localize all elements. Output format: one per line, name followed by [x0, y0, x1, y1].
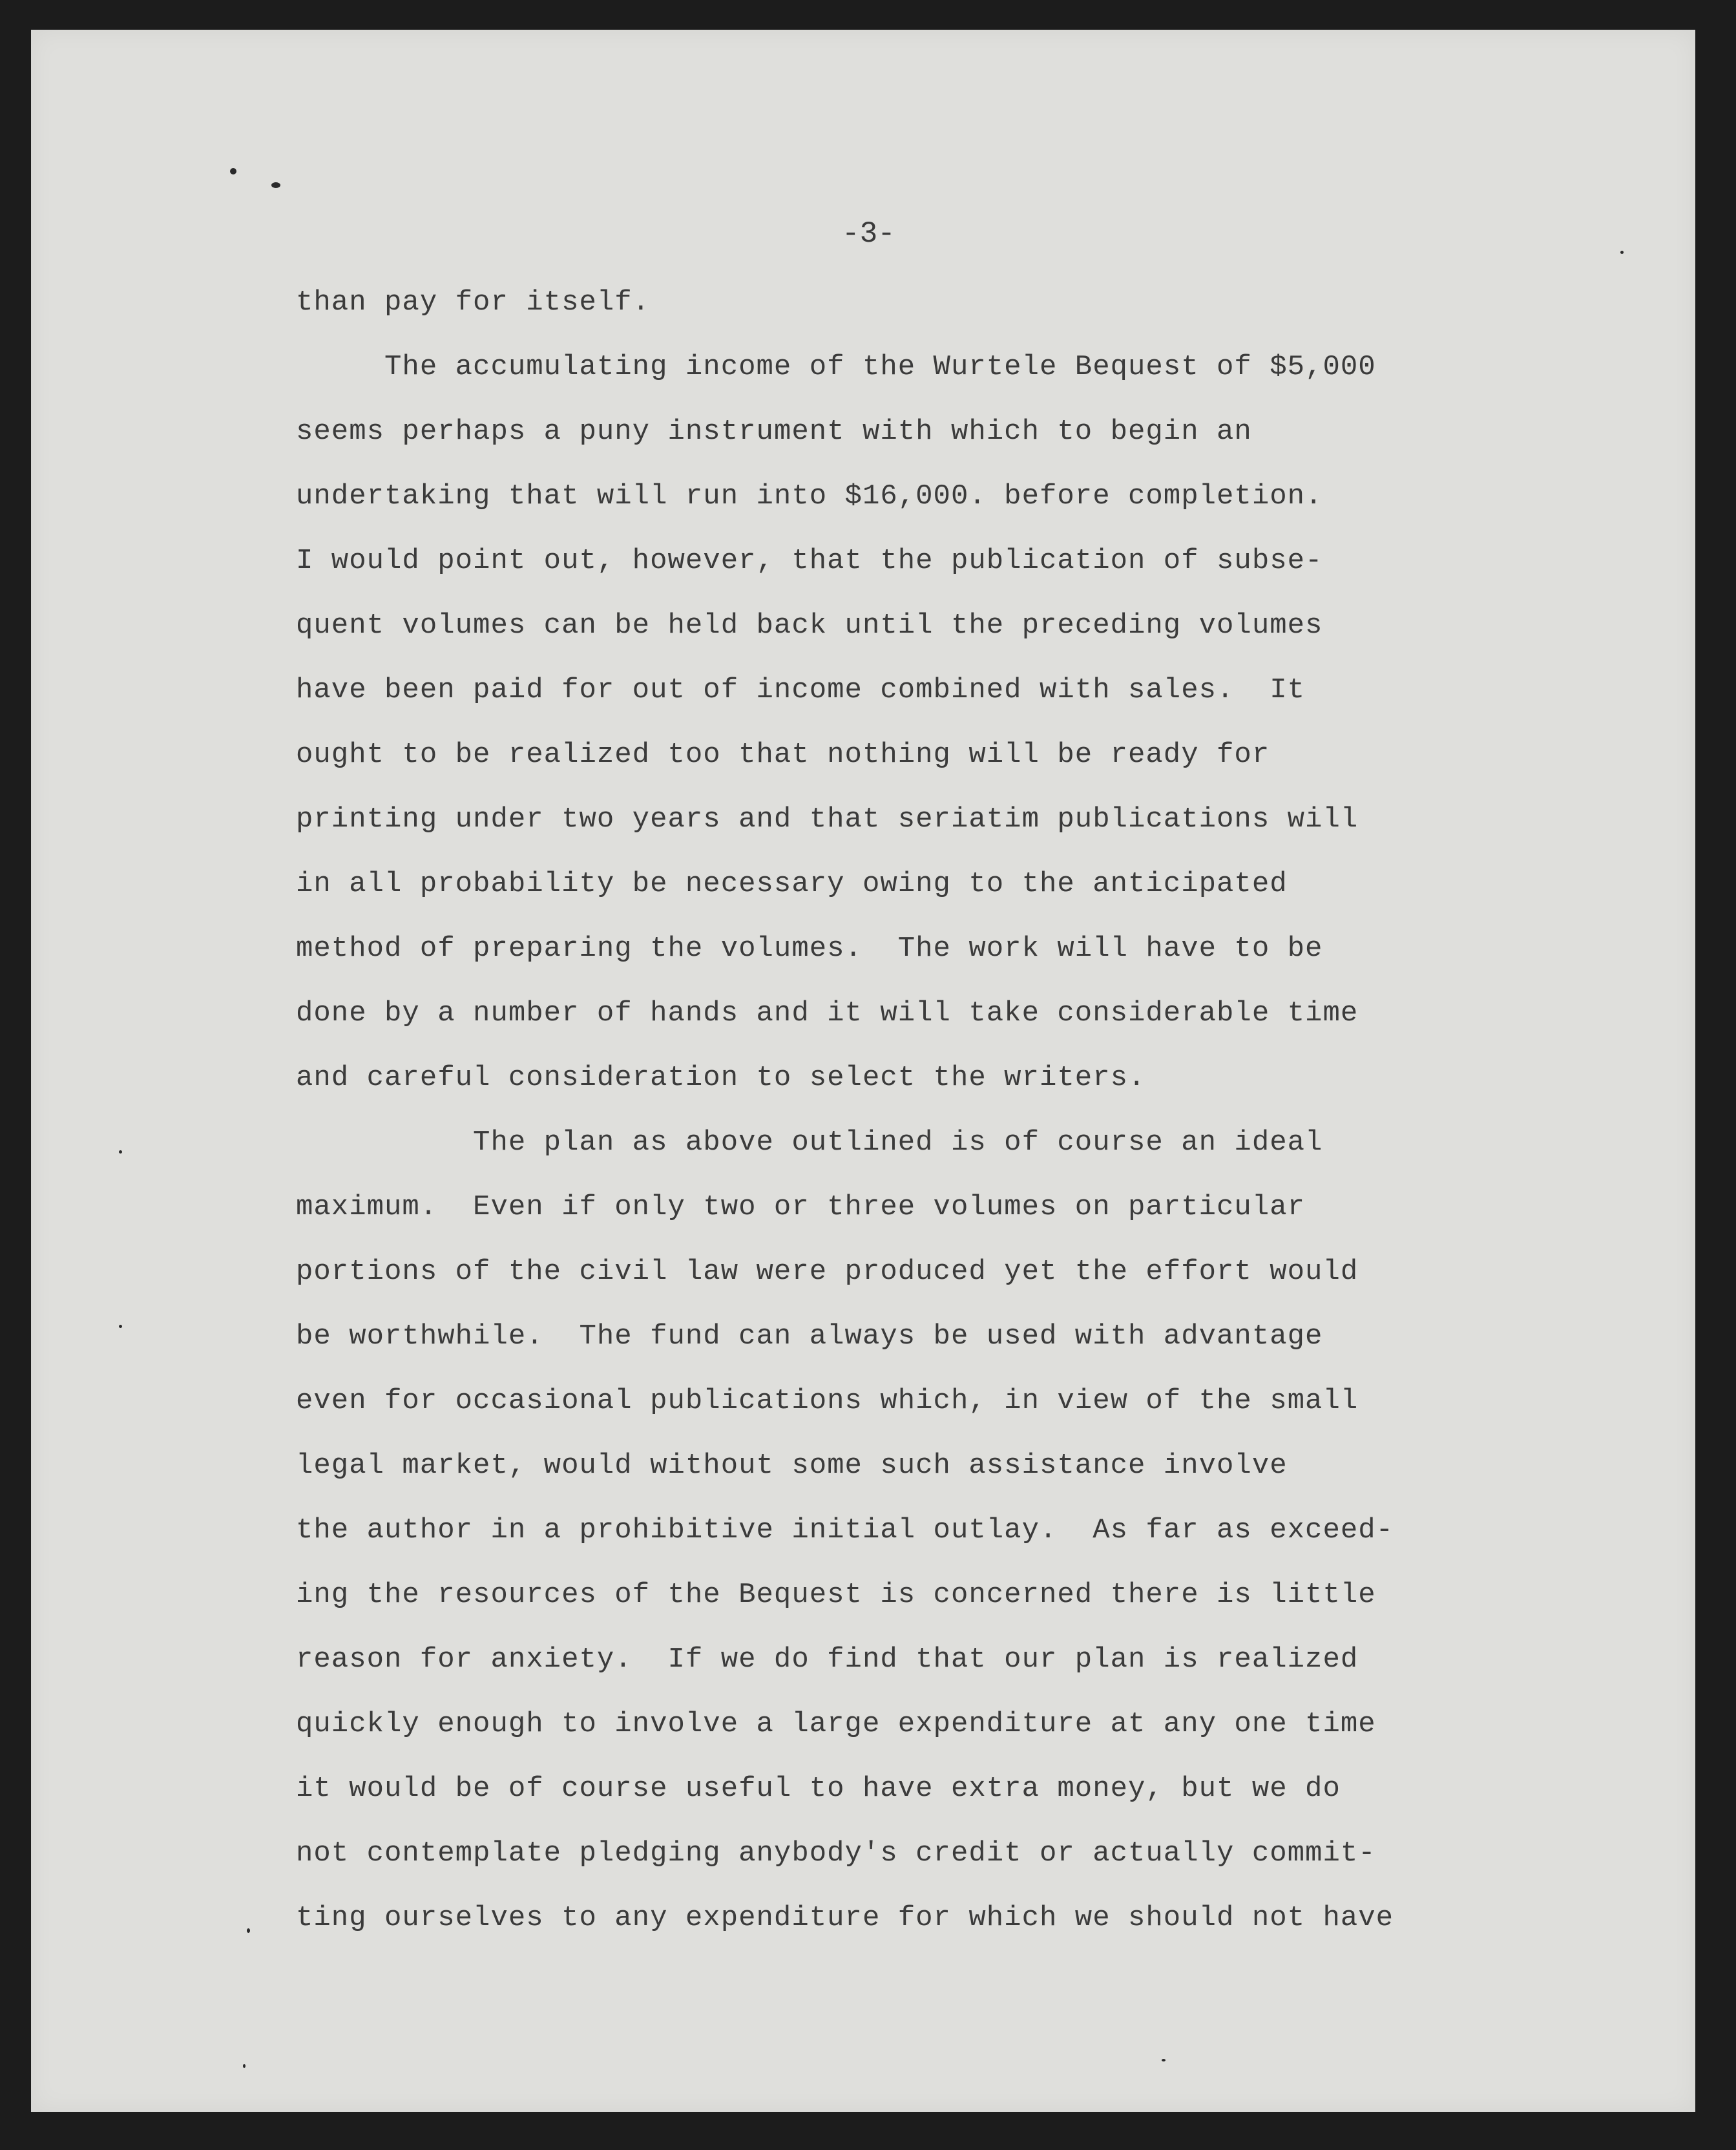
text-line: done by a number of hands and it will take considerable time: [296, 997, 1359, 1029]
text-line: printing under two years and that seriatim publications will: [296, 803, 1359, 836]
text-line: be worthwhile. The fund can always be used with advantage: [296, 1320, 1323, 1353]
text-line: ting ourselves to any expenditure for which we should not have: [296, 1902, 1394, 1934]
text-line: reason for anxiety. If we do find that our plan is realized: [296, 1643, 1359, 1676]
document-page: [31, 30, 1695, 2112]
paper-speck: [119, 1325, 122, 1328]
typed-letter-body: [296, 270, 1582, 1950]
paper-speck: [1162, 2059, 1166, 2061]
page-number: -3-: [842, 217, 895, 251]
text-line: maximum. Even if only two or three volumes on particular: [296, 1191, 1306, 1223]
text-line: the author in a prohibitive initial outlay. As far as exceed-: [296, 1514, 1394, 1546]
paper-speck: [119, 1150, 122, 1154]
text-line: ing the resources of the Bequest is concerned there is little: [296, 1579, 1376, 1611]
text-line: in all probability be necessary owing to the anticipated: [296, 868, 1288, 900]
text-line: ought to be realized too that nothing will be ready for: [296, 739, 1270, 771]
text-line: quickly enough to involve a large expenditure at any one time: [296, 1708, 1376, 1740]
paper-speck: [243, 2064, 246, 2068]
text-line: have been paid for out of income combined with sales. It: [296, 674, 1306, 706]
text-line: The accumulating income of the Wurtele Bequest of $5,000: [296, 351, 1376, 383]
paper-speck: [271, 182, 280, 188]
paper-speck: [230, 168, 236, 174]
text-line: than pay for itself.: [296, 286, 651, 319]
text-line: undertaking that will run into $16,000. before completion.: [296, 480, 1323, 512]
text-line: not contemplate pledging anybody's credit or actually commit-: [296, 1837, 1376, 1870]
text-line: portions of the civil law were produced yet the effort would: [296, 1256, 1359, 1288]
paper-speck: [1620, 251, 1624, 254]
text-line: it would be of course useful to have extra money, but we do: [296, 1773, 1341, 1805]
text-line: and careful consideration to select the writers.: [296, 1062, 1146, 1094]
text-line: I would point out, however, that the publication of subse-: [296, 545, 1323, 577]
text-line: quent volumes can be held back until the preceding volumes: [296, 609, 1323, 642]
text-line: method of preparing the volumes. The work will have to be: [296, 933, 1323, 965]
text-line: The plan as above outlined is of course an ideal: [296, 1126, 1323, 1159]
text-line: even for occasional publications which, in view of the small: [296, 1385, 1359, 1417]
text-line: legal market, would without some such assistance involve: [296, 1449, 1288, 1482]
text-line: seems perhaps a puny instrument with which to begin an: [296, 416, 1252, 448]
paper-speck: [247, 1928, 250, 1933]
